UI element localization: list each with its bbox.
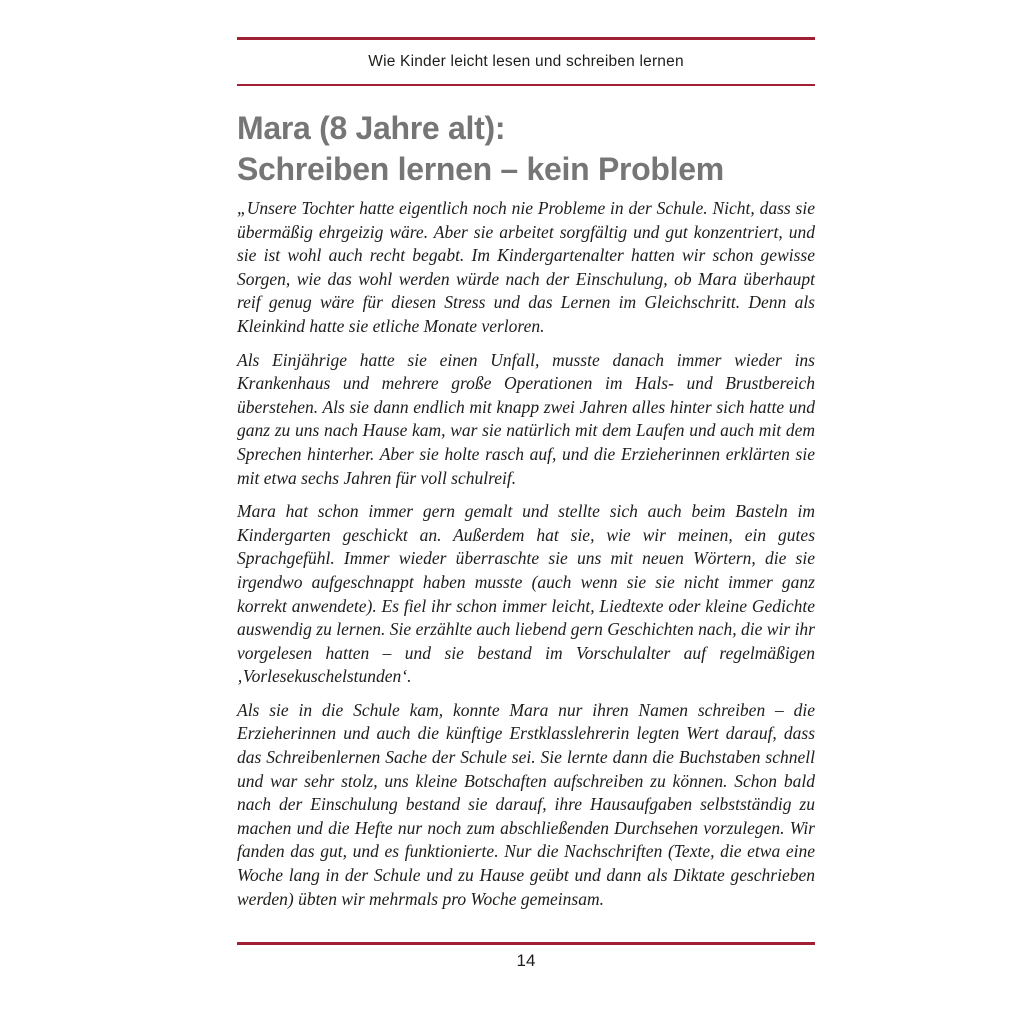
- paragraph-1: „Unsere Tochter hatte eigentlich noch nie Probleme in der Schule. Nicht, dass sie übermäßig ehrgeizig wäre. Aber sie arbeitet sorgfältig und gut konzentriert, und sie ist wohl auch recht begabt. Im Kindergartenalter hatten wir schon gewisse Sorgen, wie das wohl werden würde nach der Einschulung, ob Mara überhaupt reif genug wäre für diesen Stress und das Lernen im Gleichschritt. Denn als Kleinkind hatte sie etliche Monate verloren.: [237, 198, 815, 336]
- chapter-title: [237, 108, 815, 190]
- chapter-title-line-2: Schreiben lernen – kein Problem: [237, 151, 724, 187]
- paragraph-3: Mara hat schon immer gern gemalt und stellte sich auch beim Basteln im Kindergarten geschickt an. Außerdem hat sie, wie wir meinen, ein gutes Sprachgefühl. Immer wieder überraschte sie uns mit neuen Wörtern, die sie irgendwo aufgeschnappt haben musste (auch wenn sie sie nicht immer ganz korrekt anwendete). Es fiel ihr schon immer leicht, Liedtexte oder kleine Gedichte auswendig zu lernen. Sie erzählte auch liebend gern Geschichten nach, die wir ihr vorgelesen hatten – und sie bestand im Vorschulalter auf regelmäßigen ‚Vorlesekuschelstunden‘.: [237, 501, 815, 687]
- body-text: [237, 197, 815, 921]
- header-rule: [237, 84, 815, 86]
- top-rule: [237, 37, 815, 40]
- page-number: 14: [516, 951, 536, 970]
- running-header: Wie Kinder leicht lesen und schreiben lernen: [368, 53, 684, 70]
- paragraph-4: Als sie in die Schule kam, konnte Mara nur ihren Namen schreiben – die Erzieherinnen und auch die künftige Erstklasslehrerin legten Wert darauf, dass das Schreibenlernen Sache der Schule sei. Sie lernte dann die Buchstaben schnell und war sehr stolz, uns kleine Botschaften aufschreiben zu können. Schon bald nach der Einschulung bestand sie darauf, ihre Hausaufgaben selbstständig zu machen und die Hefte nur noch zum abschließenden Durchsehen vorzulegen. Wir fanden das gut, und es funktionierte. Nur die Nachschriften (Texte, die etwa eine Woche lang in der Schule und zu Hause geübt und dann als Diktate geschrieben werden) übten wir mehrmals pro Woche gemeinsam.: [237, 699, 815, 909]
- chapter-title-line-1: Mara (8 Jahre alt):: [237, 110, 506, 146]
- footer-rule: [237, 942, 815, 945]
- paragraph-2: Als Einjährige hatte sie einen Unfall, musste danach immer wieder ins Krankenhaus und mehrere große Operationen im Hals- und Brustbereich überstehen. Als sie dann endlich mit knapp zwei Jahren alles hinter sich hatte und ganz zu uns nach Hause kam, war sie natürlich mit dem Laufen und auch mit dem Sprechen hinterher. Aber sie holte rasch auf, und die Erzieherinnen erklärten sie mit etwa sechs Jahren für voll schulreif.: [237, 349, 815, 488]
